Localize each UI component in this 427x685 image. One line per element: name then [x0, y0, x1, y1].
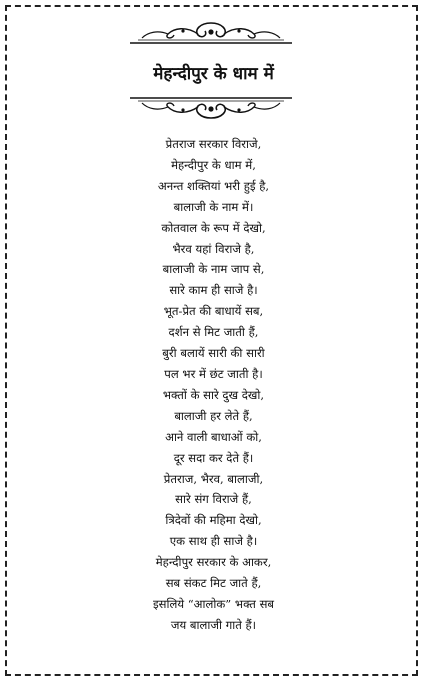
poem-line: बालाजी के नाम जाप से, [162, 262, 265, 277]
poem-line: एक साथ ही साजे है। [169, 534, 258, 549]
poem-line: प्रेतराज सरकार विराजे, [165, 137, 262, 151]
poem-line: बालाजी के नाम में। [173, 199, 254, 214]
poem-line: भक्तों के सारे दुख देखो, [162, 387, 265, 402]
poem-line: सब संकट मिट जाते हैं, [165, 576, 262, 591]
ornament-top-icon [128, 20, 294, 46]
poem-line: अनन्त शक्तियां भरी हुई है, [157, 178, 270, 193]
ornament-bottom-icon [128, 95, 294, 121]
poem-line: इसलिये “आलोक” भक्त सब [152, 596, 275, 611]
poem-line: दर्शन से मिट जाती हैं, [168, 325, 259, 340]
poem-line: प्रेतराज, भैरव, बालाजी, [163, 471, 264, 486]
poem-line: बालाजी हर लेते हैं, [174, 408, 253, 423]
poem-line: पल भर में छंट जाती है। [164, 366, 263, 381]
poem-line: दूर सदा कर देते हैं। [173, 450, 254, 465]
poem-line: मेहन्दीपुर सरकार के आकर, [155, 555, 272, 570]
poem-line: भूत-प्रेत की बाधायें सब, [163, 304, 264, 319]
page-title: मेहन्दीपुर के धाम में [153, 64, 274, 84]
poem-line: मेहन्दीपुर के धाम में, [171, 157, 256, 172]
poem-line: बुरी बलायें सारी की सारी [162, 346, 265, 361]
poem-line: त्रिदेवों की महिमा देखो, [165, 513, 262, 528]
poem-line: जय बालाजी गाते हैं। [170, 617, 257, 632]
poem-line: कोतवाल के रूप में देखो, [161, 220, 266, 235]
poem-line: आने वाली बाधाओं को, [165, 429, 262, 444]
poem-body [0, 134, 427, 636]
poem-line: भैरव यहां विराजे है, [172, 241, 255, 256]
poem-line: सारे संग विराजे हैं, [175, 492, 252, 507]
poem-line: सारे काम ही साजे है। [169, 283, 258, 298]
